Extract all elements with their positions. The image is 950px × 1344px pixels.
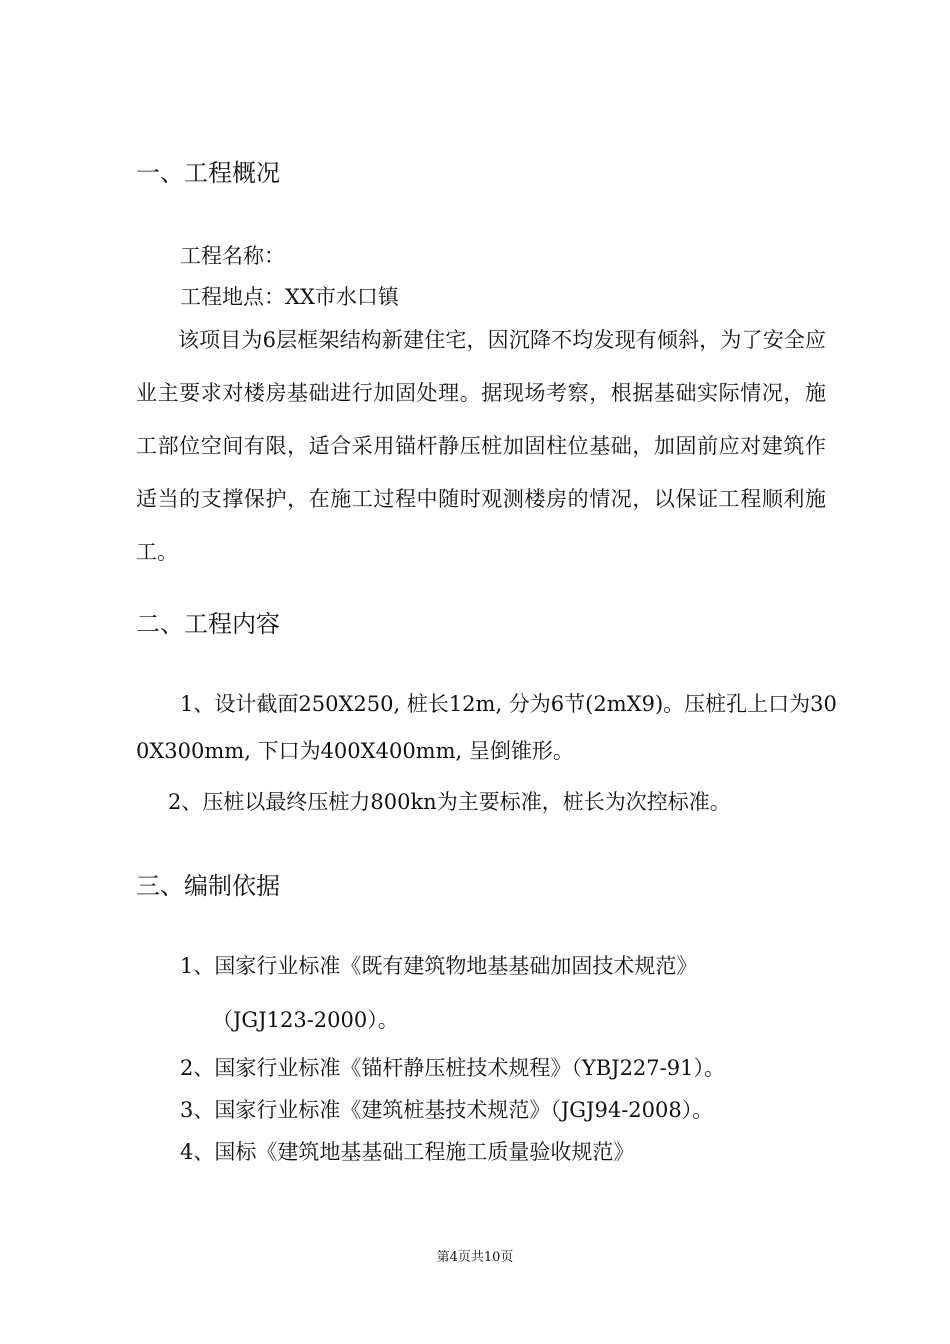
project-location-line: 工程地点：XX市水口镇 xyxy=(180,285,399,309)
basis-item-1-line-2: （JGJ123-2000）。 xyxy=(212,1008,399,1032)
content-item-1-line-1: 1、设计截面250X250, 桩长12m, 分为6节(2mX9)。压桩孔上口为30 xyxy=(180,692,837,716)
basis-item-4: 4、国标《建筑地基基础工程施工质量验收规范》 xyxy=(180,1140,635,1164)
basis-item-2: 2、国家行业标准《锚杆静压桩技术规程》（YBJ227-91）。 xyxy=(180,1056,725,1080)
page-number-footer: 第4页共10页 xyxy=(436,1250,514,1265)
content-item-1-line-2: 0X300mm, 下口为400X400mm, 呈倒锥形。 xyxy=(136,739,574,763)
section-heading-basis: 三、编制依据 xyxy=(136,872,280,900)
basis-item-1-line-1: 1、国家行业标准《既有建筑物地基基础加固技术规范》 xyxy=(180,954,698,978)
basis-item-3: 3、国家行业标准《建筑桩基技术规范》（JGJ94-2008）。 xyxy=(180,1098,714,1122)
section-heading-overview: 一、工程概况 xyxy=(136,159,280,187)
project-name-line: 工程名称： xyxy=(180,244,285,268)
content-item-2: 2、压桩以最终压桩力800kn为主要标准，桩长为次控标准。 xyxy=(168,790,731,814)
project-description-paragraph: 该项目为6层框架结构新建住宅，因沉降不均发现有倾斜，为了安全应业主要求对楼房基础进行加固处理。据现场考察，根据基础实际情况，施工部位空间有限，适合采用锚杆静压桩加固柱位基础，加固前应对建筑作适当的支撑保护，在施工过程中随时观测楼房的情况，以保证工程顺利施工。 xyxy=(136,328,826,564)
section-heading-content: 二、工程内容 xyxy=(136,610,280,638)
